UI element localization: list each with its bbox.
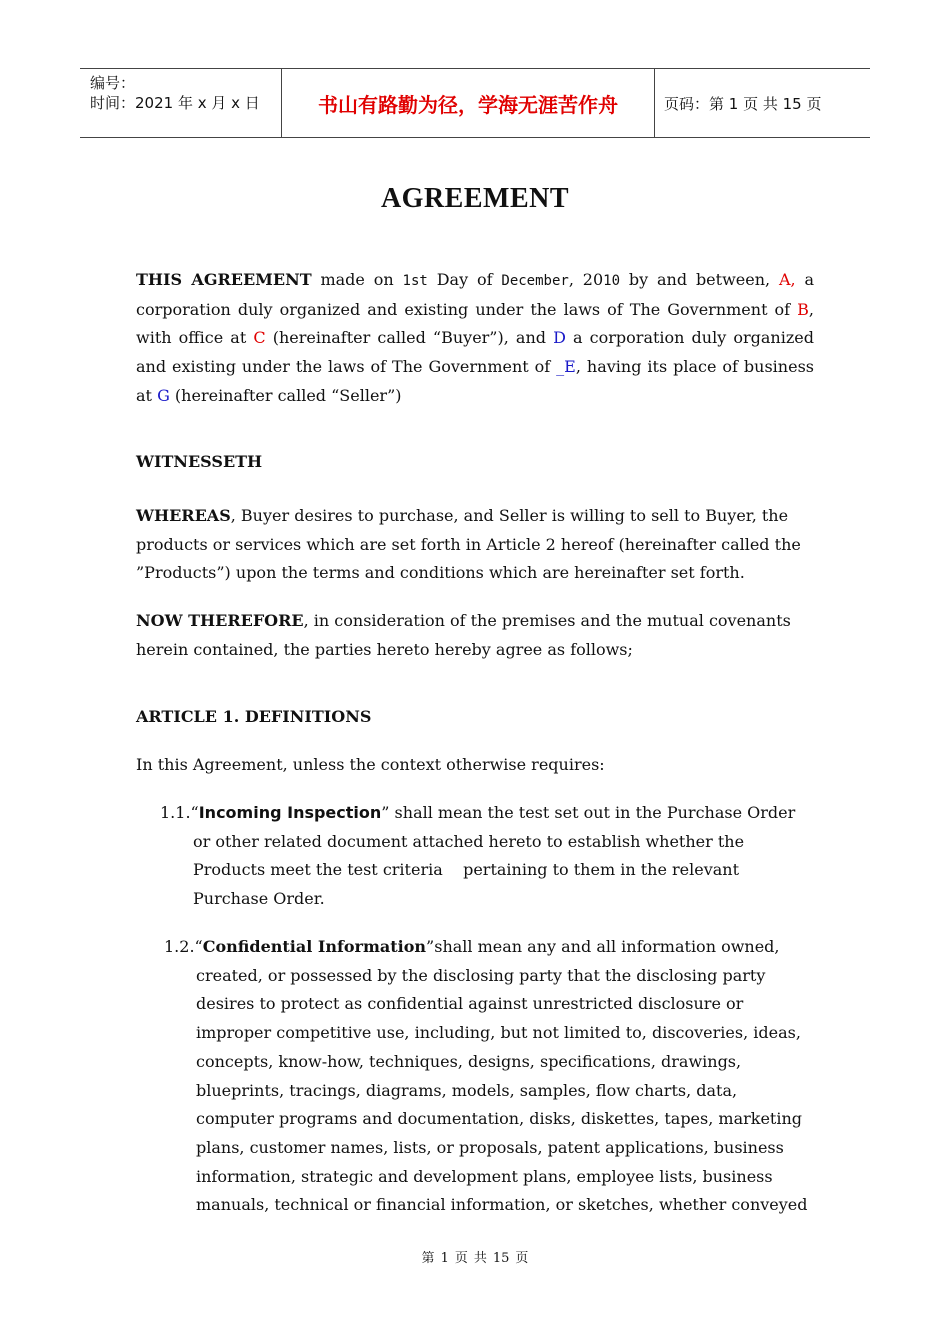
item-line: desires to protect as confidential against unrestricted disclosure or xyxy=(196,994,744,1013)
party-c: C xyxy=(253,328,266,348)
witnesseth-heading: WITNESSETH xyxy=(136,452,263,471)
intro-text: Day of xyxy=(427,270,502,289)
item-line: blueprints, tracings, diagrams, models, samples, flow charts, data, xyxy=(196,1081,738,1100)
footer-ye: 页 xyxy=(515,1251,529,1266)
whereas-text: , Buyer desires to purchase, and Seller is willing to sell to Buyer, the products or services which are set forth in Article 2 hereof (hereinafter called the ”Products”) upon the terms and conditions which are hereinafter set forth. xyxy=(136,506,801,583)
intro-day: 1st xyxy=(402,273,428,289)
page-header xyxy=(80,68,870,138)
intro-text: (hereinafter called “Buyer”), and xyxy=(265,328,554,348)
intro-year: 10 xyxy=(603,273,620,289)
item-line: or other related document attached hereto to establish whether the xyxy=(193,832,745,851)
intro-paragraph xyxy=(136,266,814,411)
footer-gong: 共 xyxy=(473,1251,487,1266)
document-title: AGREEMENT xyxy=(380,183,570,214)
item-line: created, or possessed by the disclosing party that the disclosing party xyxy=(196,966,766,985)
date-label: 时间：2021 年 x 月 x 日 xyxy=(90,94,260,112)
intro-text: , with office at xyxy=(136,299,814,348)
now-therefore-paragraph xyxy=(136,607,806,664)
item-term: Incoming Inspection xyxy=(198,803,382,822)
party-g: G xyxy=(157,385,170,405)
footer-ye: 页 xyxy=(454,1251,468,1266)
now-therefore-lead: NOW THEREFORE xyxy=(136,611,304,630)
article-1-heading: ARTICLE 1. DEFINITIONS xyxy=(136,707,372,726)
intro-text: (hereinafter called “Seller”) xyxy=(169,385,402,405)
intro-text: , having its place of business at xyxy=(136,357,814,405)
now-therefore-text: , in consideration of the premises and the mutual covenants herein contained, the parties hereto hereby agree as follows; xyxy=(136,611,791,659)
footer-page-number: 1 xyxy=(440,1251,449,1266)
intro-text: a corporation duly organized and existing under the laws of The Government of xyxy=(136,270,815,319)
whereas-lead: WHEREAS xyxy=(136,506,231,525)
intro-lead: THIS AGREEMENT xyxy=(136,270,312,289)
item-line: plans, customer names, lists, or proposals, patent applications, business xyxy=(196,1138,784,1157)
whereas-paragraph xyxy=(136,502,806,588)
header-motto: 书山有路勤为径，学海无涯苦作舟 xyxy=(281,69,655,137)
party-a: A, xyxy=(778,270,796,289)
item-number: 1.2.“ xyxy=(164,937,203,956)
item-line: Products meet the test criteria pertaining to them in the relevant xyxy=(193,860,740,879)
item-line: information, strategic and development plans, employee lists, business xyxy=(196,1167,773,1186)
header-meta xyxy=(80,69,281,137)
item-number: 1.1.“ xyxy=(160,803,199,822)
footer-di: 第 xyxy=(421,1251,435,1266)
party-e: _E xyxy=(556,357,576,377)
item-line: Purchase Order. xyxy=(193,889,325,908)
header-page-info: 页码：第 1 页 共 15 页 xyxy=(664,94,822,113)
intro-text: , 20 xyxy=(568,270,604,289)
definition-item xyxy=(164,933,780,962)
item-term: Confidential Information xyxy=(202,937,427,956)
number-label: 编号： xyxy=(90,74,136,92)
intro-text: a corporation duly organized and existing under the laws of The Government of xyxy=(136,328,814,377)
party-b: B xyxy=(797,299,809,319)
footer-total-pages: 15 xyxy=(492,1251,510,1266)
item-line: improper competitive use, including, but not limited to, discoveries, ideas, xyxy=(196,1023,801,1042)
page-footer xyxy=(0,1247,950,1266)
item-line: ” shall mean the test set out in the Purchase Order xyxy=(381,803,796,822)
intro-text: by and between, xyxy=(620,270,779,289)
intro-text: made on xyxy=(311,270,403,289)
item-line: manuals, technical or financial information, or sketches, whether conveyed xyxy=(196,1195,808,1214)
item-line: concepts, know-how, techniques, designs, specifications, drawings, xyxy=(196,1052,742,1071)
article-1-intro: In this Agreement, unless the context otherwise requires: xyxy=(136,755,605,774)
item-line: computer programs and documentation, disks, diskettes, tapes, marketing xyxy=(196,1109,803,1128)
party-d: D xyxy=(553,328,566,348)
intro-month: December xyxy=(501,273,569,289)
definition-item xyxy=(160,799,795,828)
item-line: ”shall mean any and all information owned, xyxy=(426,937,780,956)
